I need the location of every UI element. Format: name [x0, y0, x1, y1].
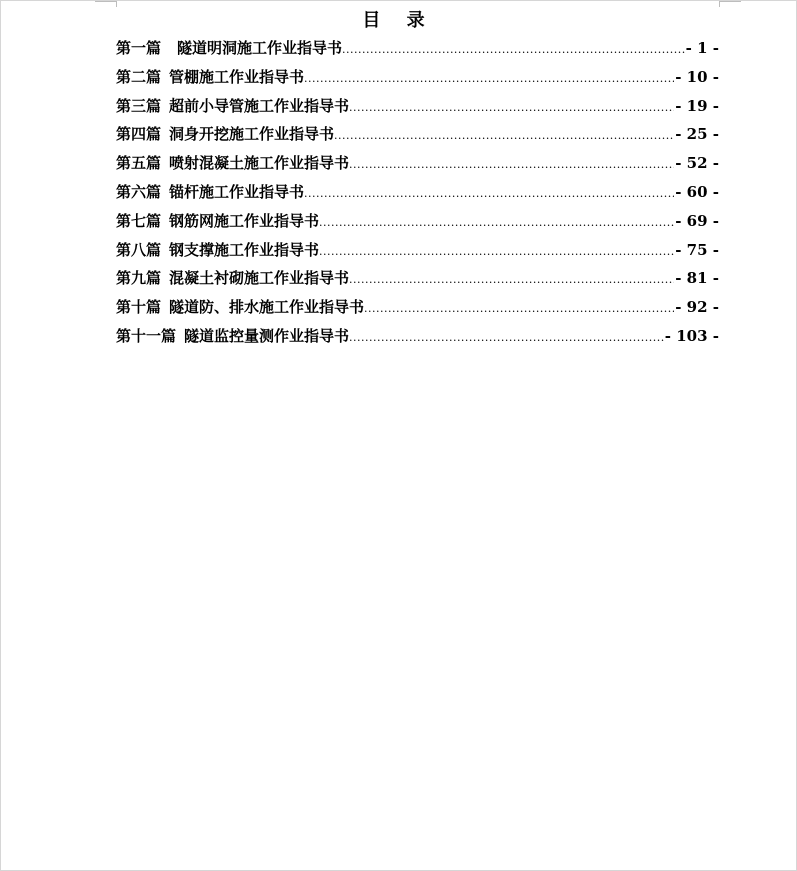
toc-entry-title: 洞身开挖施工作业指导书	[169, 125, 335, 144]
toc-entry[interactable]	[116, 207, 719, 236]
toc-entry[interactable]	[116, 34, 719, 63]
toc-entry-page: - 52 -	[675, 154, 719, 173]
toc-entry-number: 第二篇	[116, 67, 162, 86]
toc-entry-page: - 25 -	[675, 125, 719, 144]
toc-entry-page: - 103 -	[664, 326, 719, 345]
toc-entry[interactable]	[116, 322, 719, 351]
toc-entry-page: - 81 -	[675, 269, 719, 288]
toc-entry[interactable]	[116, 293, 719, 322]
toc-entry[interactable]	[116, 178, 719, 207]
toc-entry-number: 第九篇	[116, 269, 162, 288]
toc-dot-leader	[334, 122, 674, 151]
toc-entry-title: 混凝土衬砌施工作业指导书	[169, 269, 350, 288]
table-of-contents	[116, 34, 719, 351]
toc-entry-number: 第七篇	[116, 211, 162, 230]
toc-dot-leader	[364, 295, 674, 324]
toc-entry[interactable]	[116, 149, 719, 178]
toc-entry-title: 锚杆施工作业指导书	[169, 182, 305, 201]
toc-entry-title: 喷射混凝土施工作业指导书	[169, 154, 350, 173]
toc-dot-leader	[349, 94, 674, 123]
page-title: 目 录	[362, 10, 435, 31]
toc-entry-number: 第五篇	[116, 154, 162, 173]
toc-entry-page: - 1 -	[685, 39, 719, 57]
toc-entry-title: 管棚施工作业指导书	[169, 67, 305, 86]
toc-entry-page: - 10 -	[675, 67, 719, 86]
toc-dot-leader	[342, 36, 685, 65]
toc-dot-leader	[319, 238, 674, 267]
toc-entry-page: - 75 -	[675, 240, 719, 259]
toc-entry[interactable]	[116, 63, 719, 92]
toc-entry-page: - 19 -	[675, 96, 719, 115]
toc-entry-number: 第六篇	[116, 182, 162, 201]
toc-entry-number: 第八篇	[116, 240, 162, 259]
toc-entry[interactable]	[116, 236, 719, 265]
toc-entry-number: 第三篇	[116, 96, 162, 115]
toc-entry-number: 第十一篇	[116, 326, 177, 345]
crop-mark	[719, 1, 741, 2]
toc-dot-leader	[304, 180, 674, 209]
toc-entry-number: 第一篇	[116, 39, 162, 57]
toc-entry-number: 第四篇	[116, 125, 162, 144]
toc-entry-title: 隧道防、排水施工作业指导书	[169, 298, 365, 317]
toc-entry[interactable]	[116, 264, 719, 293]
toc-entry-title: 钢筋网施工作业指导书	[169, 211, 320, 230]
toc-entry-page: - 69 -	[675, 211, 719, 230]
toc-dot-leader	[349, 324, 664, 353]
toc-entry-title: 隧道明洞施工作业指导书	[177, 39, 343, 57]
toc-entry-page: - 92 -	[675, 298, 719, 317]
toc-entry[interactable]	[116, 120, 719, 149]
toc-entry-title: 钢支撑施工作业指导书	[169, 240, 320, 259]
toc-dot-leader	[349, 266, 674, 295]
toc-dot-leader	[304, 65, 674, 94]
toc-entry-title: 超前小导管施工作业指导书	[169, 96, 350, 115]
toc-dot-leader	[349, 151, 674, 180]
toc-entry-page: - 60 -	[675, 182, 719, 201]
toc-entry-title: 隧道监控量测作业指导书	[184, 326, 350, 345]
toc-entry[interactable]	[116, 92, 719, 121]
crop-mark	[95, 1, 117, 2]
toc-entry-number: 第十篇	[116, 298, 162, 317]
toc-dot-leader	[319, 209, 674, 238]
